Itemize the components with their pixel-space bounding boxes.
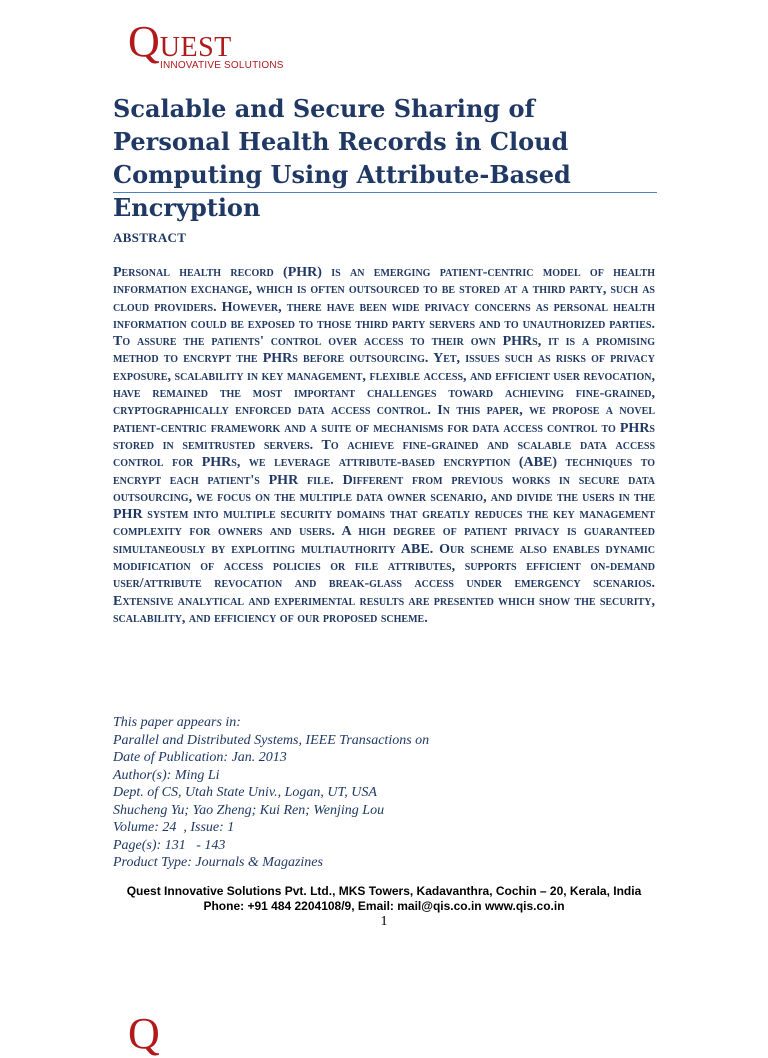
volume-line: Volume: 24 , Issue: 1 xyxy=(113,820,235,835)
publication-details xyxy=(113,714,429,872)
department-line: Dept. of CS, Utah State Univ., Logan, UT, USA xyxy=(113,785,377,800)
abstract-body: Personal health record (PHR) is an emerging patient-centric model of health information exchange, which is often outsourced to be stored at a third party, such as cloud providers. However, there have been wide privacy concerns as personal health information could be exposed to those third party servers and to unauthorized parties. To assure the patients' control over access to their own PHRs, it is a promising method to encrypt the PHRs before outsourcing. Yet, issues such as risks of privacy exposure, scalability in key management, flexible access, and efficient user revocation, have remained the most important challenges toward achieving fine-grained, cryptographically enforced data access control. In this paper, we propose a novel patient-centric framework and a suite of mechanisms for data access control to PHRs stored in semitrusted servers. To achieve fine-grained and scalable data access control for PHRs, we leverage attribute-based encryption (ABE) techniques to encrypt each patient's PHR file. Different from previous works in secure data outsourcing, we focus on the multiple data owner scenario, and divide the users in the PHR system into multiple security domains that greatly reduces the key management complexity for owners and users. A high degree of patient privacy is guaranteed simultaneously by exploiting multiauthority ABE. Our scheme also enables dynamic modification of access policies or file attributes, supports efficient on-demand user/attribute revocation and break-glass access under emergency scenarios. Extensive analytical and experimental results are presented which show the security, scalability, and efficiency of our proposed scheme. xyxy=(113,265,655,626)
title-divider xyxy=(113,192,657,193)
quest-logo xyxy=(128,17,328,76)
footer-address: Quest Innovative Solutions Pvt. Ltd., MKS Towers, Kadavanthra, Cochin – 20, Kerala, India xyxy=(126,884,642,898)
logo-letter-q: Q xyxy=(128,17,160,66)
logo-letters-uest: UEST xyxy=(159,32,232,63)
publication-date-line: Date of Publication: Jan. 2013 xyxy=(113,750,287,765)
paper-title: Scalable and Secure Sharing of Personal Health Records in Cloud Computing Using Attribute-Based Encryption xyxy=(113,94,571,222)
abstract-heading: ABSTRACT xyxy=(113,230,187,245)
next-page-logo-fragment: Q xyxy=(128,1009,160,1058)
journal-line: Parallel and Distributed Systems, IEEE Transactions on xyxy=(113,732,430,748)
logo-wordmark xyxy=(128,17,232,66)
footer-contact: Phone: +91 484 2204108/9, Email: mail@qis.co.in www.qis.co.in xyxy=(203,899,565,913)
company-footer xyxy=(0,884,768,914)
logo-tagline: INNOVATIVE SOLUTIONS xyxy=(160,60,284,71)
appears-in-line: This paper appears in: xyxy=(113,715,241,730)
product-type-line: Product Type: Journals & Magazines xyxy=(113,855,323,870)
pages-line: Page(s): 131 - 143 xyxy=(113,837,226,853)
author-line: Author(s): Ming Li xyxy=(113,767,220,783)
coauthors-line: Shucheng Yu; Yao Zheng; Kui Ren; Wenjing Lou xyxy=(113,802,385,818)
page-number: 1 xyxy=(380,914,388,929)
